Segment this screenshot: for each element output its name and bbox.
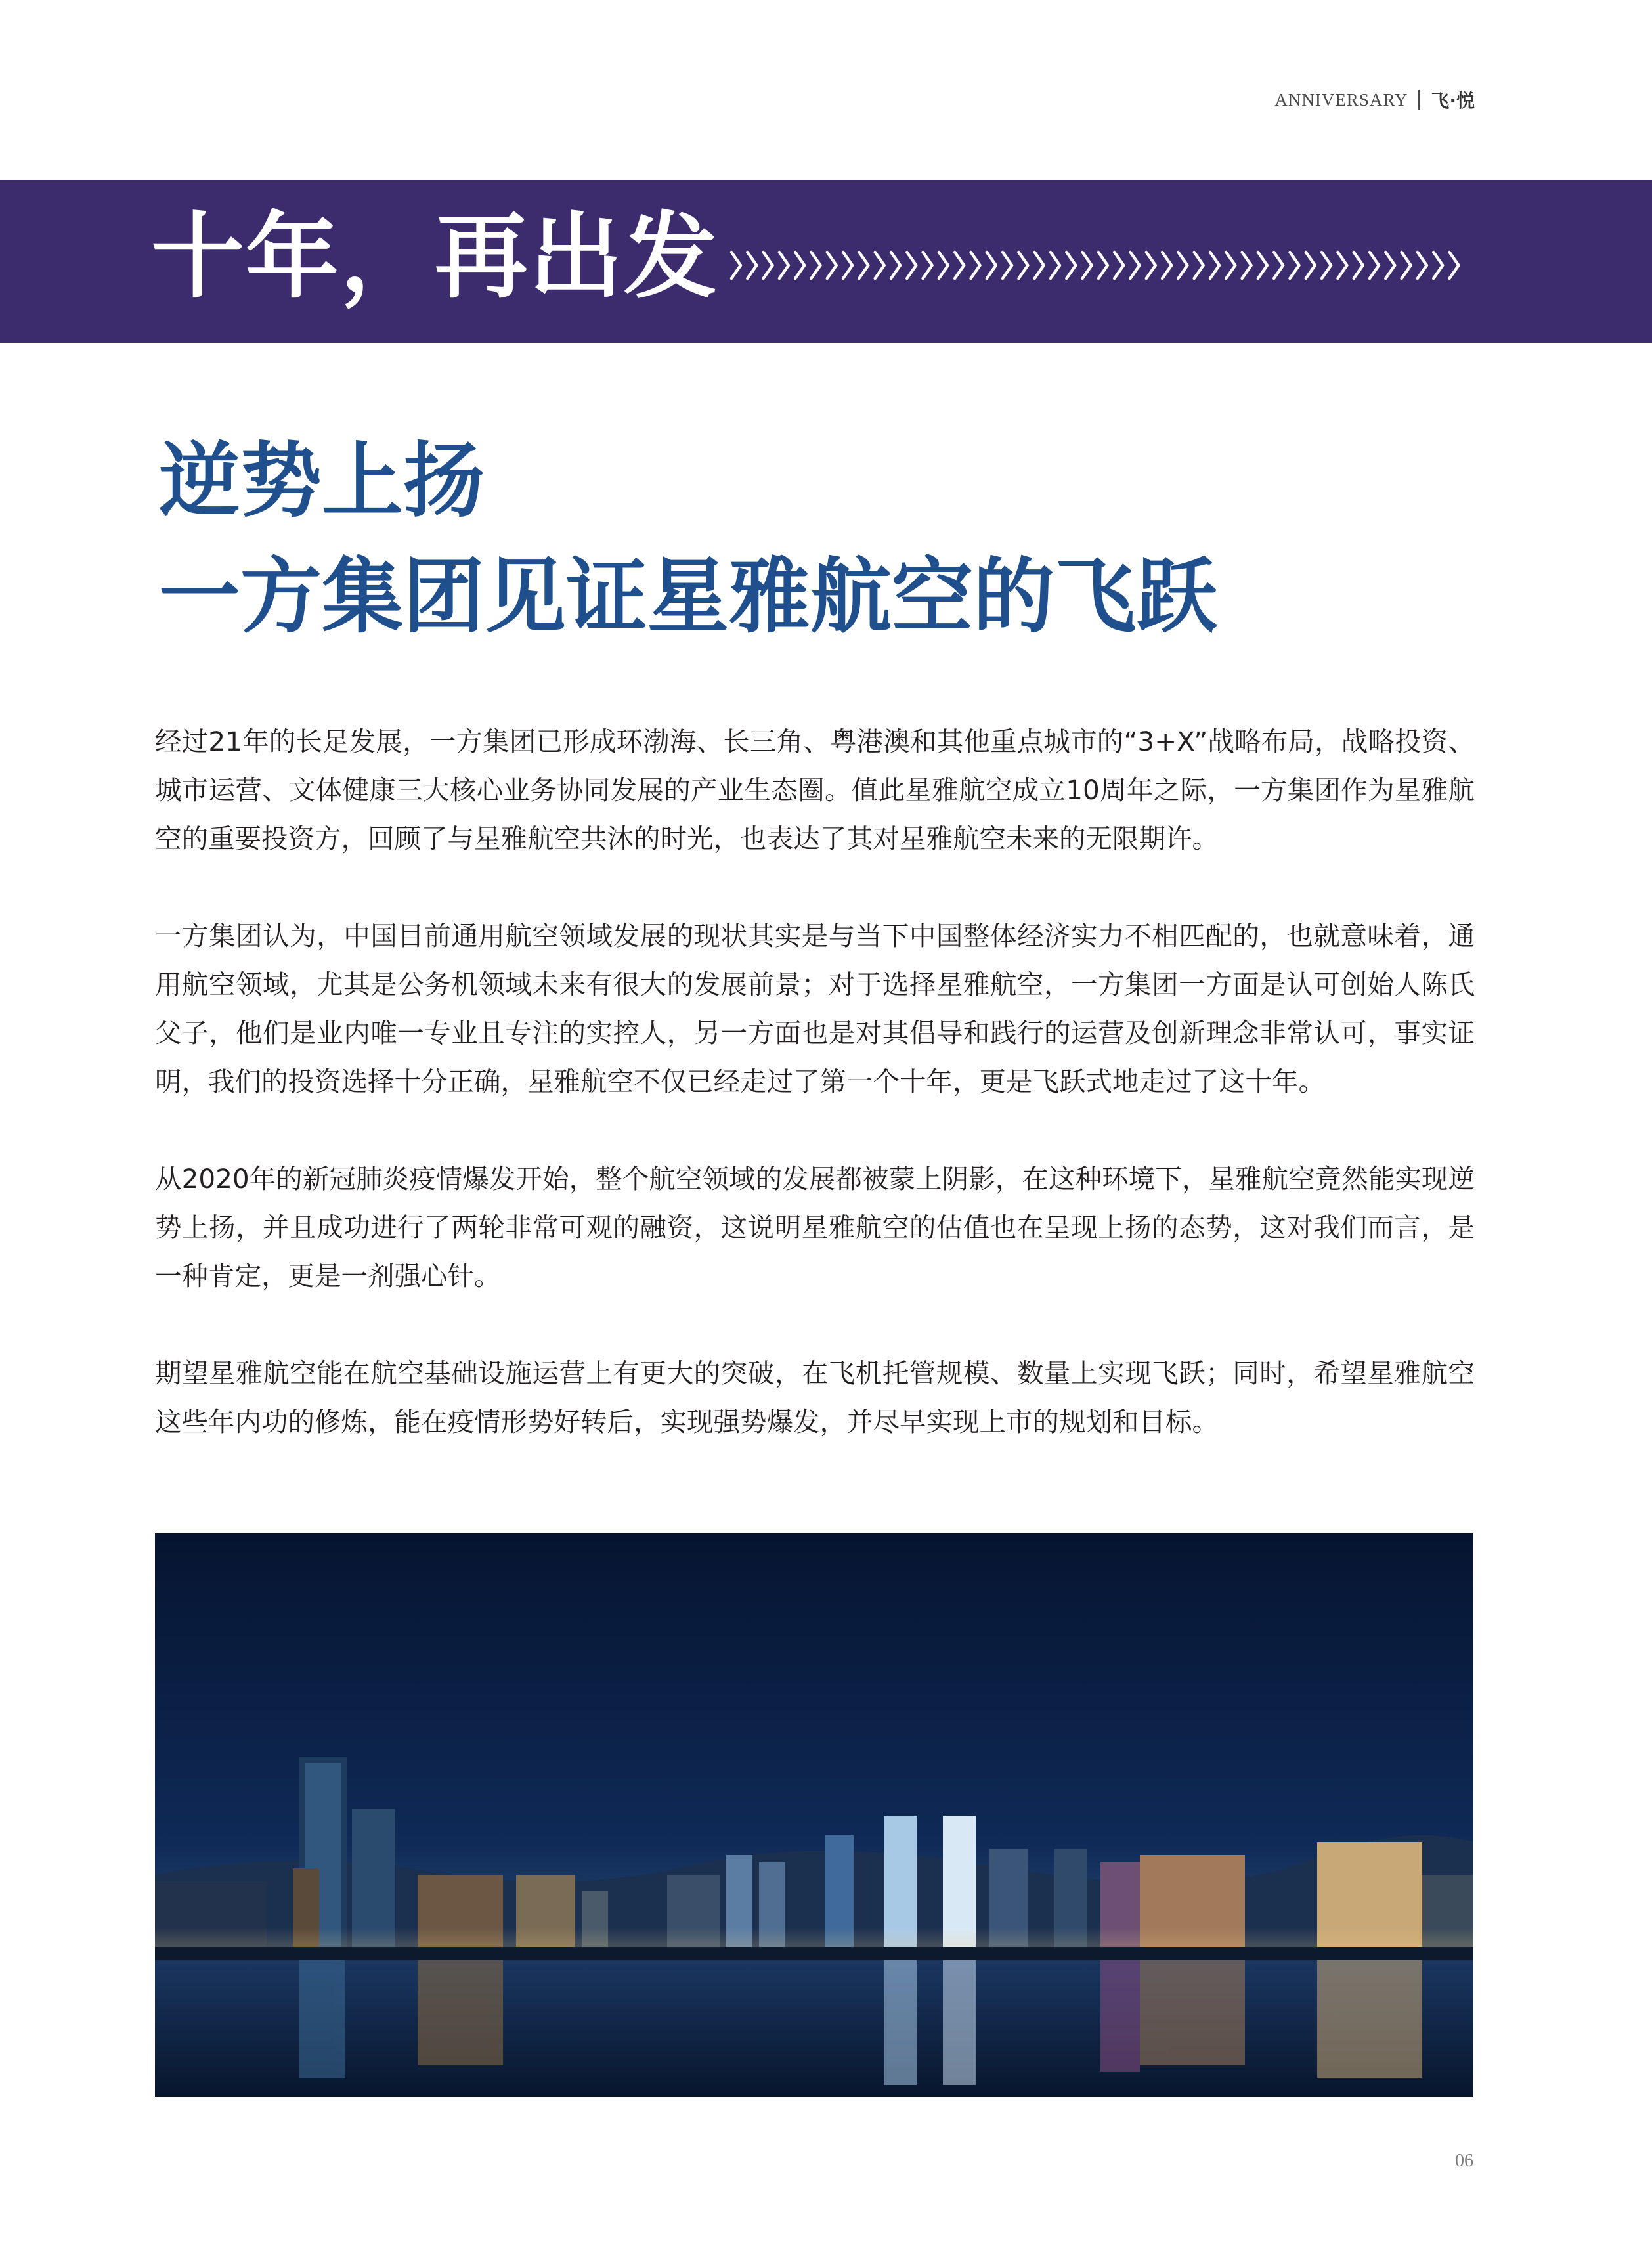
subtitle-line-1: 逆势上扬 <box>159 434 485 529</box>
running-header <box>1274 87 1475 113</box>
night-skyline-image <box>155 1533 1473 2097</box>
article-body <box>155 717 1475 1495</box>
page-number: 06 <box>1455 2151 1473 2171</box>
paragraph-4: 期望星雅航空能在航空基础设施运营上有更大的突破，在飞机托管规模、数量上实现飞跃；同时，希望星雅航空这些年内功的修炼，能在疫情形势好转后，实现强势爆发，并尽早实现上市的规划和目标。 <box>155 1357 1475 1437</box>
header-divider <box>1418 90 1420 110</box>
chevron-row-icon <box>729 246 1477 285</box>
header-brand: 飞·悦 <box>1431 90 1475 112</box>
paragraph-2: 一方集团认为，中国目前通用航空领域发展的现状其实是与当下中国整体经济实力不相匹配的，也就意味着，通用航空领域，尤其是公务机领域未来有很大的发展前景；对于选择星雅航空，一方集团一方面是认可创始人陈氏父子，他们是业内唯一专业且专注的实控人，另一方面也是对其倡导和践行的运营及创新理念非常认可，事实证明，我们的投资选择十分正确，星雅航空不仅已经走过了第一个十年，更是飞跃式地走过了这十年。 <box>155 920 1475 1097</box>
subtitle-line-2: 一方集团见证星雅航空的飞跃 <box>159 550 1218 644</box>
banner-title: 十年，再出发 <box>151 203 718 311</box>
paragraph-1: 经过21年的长足发展，一方集团已形成环渤海、长三角、粤港澳和其他重点城市的“3+X”战略布局，战略投资、城市运营、文体健康三大核心业务协同发展的产业生态圈。值此星雅航空成立10周年之际，一方集团作为星雅航空的重要投资方，回顾了与星雅航空共沐的时光，也表达了其对星雅航空未来的无限期许。 <box>155 726 1475 854</box>
article-subtitle <box>159 424 1217 655</box>
header-label: ANNIVERSARY <box>1274 89 1408 110</box>
city-skyline-photo <box>155 1533 1473 2097</box>
paragraph-3: 从2020年的新冠肺炎疫情爆发开始，整个航空领域的发展都被蒙上阴影，在这种环境下，星雅航空竟然能实现逆势上扬，并且成功进行了两轮非常可观的融资，这说明星雅航空的估值也在呈现上扬的态势，这对我们而言，是一种肯定，更是一剂强心针。 <box>155 1163 1475 1292</box>
title-banner <box>0 180 1652 343</box>
